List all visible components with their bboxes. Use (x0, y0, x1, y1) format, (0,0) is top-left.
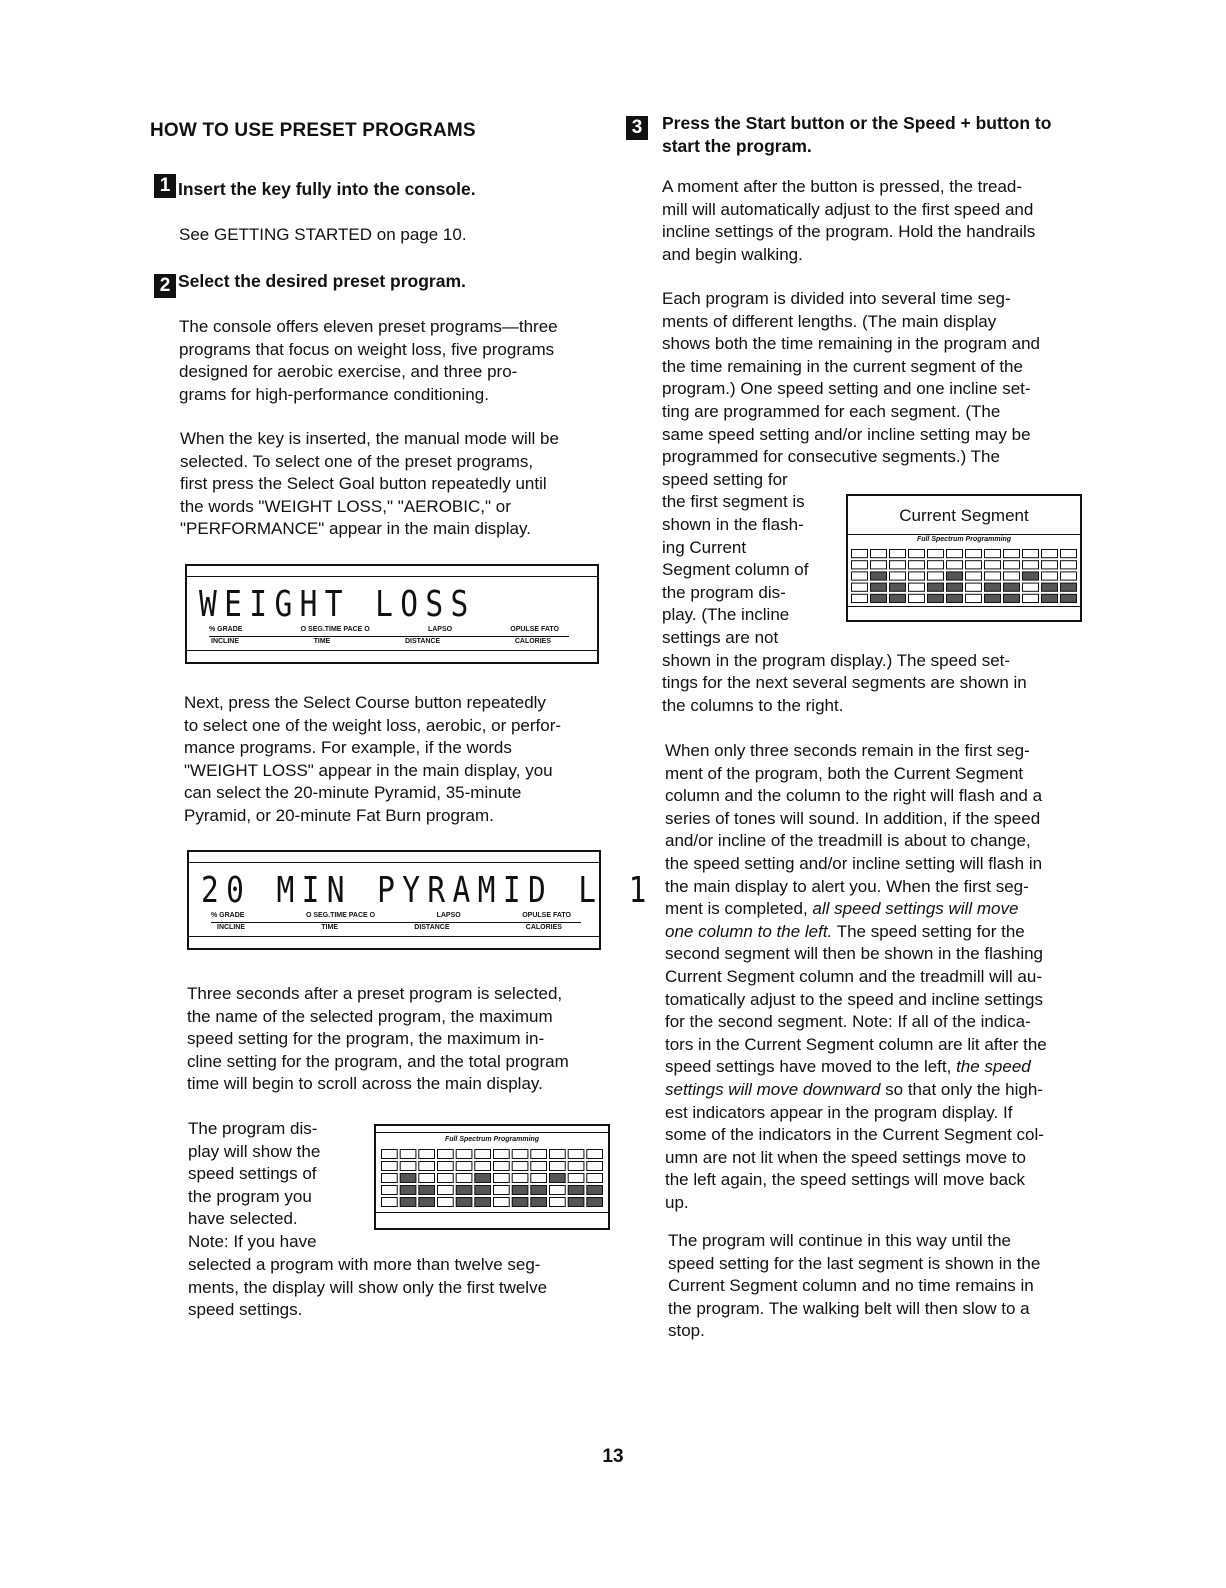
speed-indicator-segment (494, 1186, 510, 1195)
label: % GRADE (211, 912, 245, 919)
text-line: first press the Select Goal button repeatedly until (180, 474, 547, 494)
italic-run: settings will move downward (665, 1079, 881, 1099)
speed-indicator-segment (966, 561, 982, 569)
speed-indicator-segment (1042, 572, 1058, 580)
speed-indicator-segment (985, 561, 1001, 569)
text-line: selected. To select one of the preset programs, (180, 451, 534, 471)
speed-indicator-segment (1023, 561, 1039, 569)
speed-indicator-segment (494, 1174, 510, 1183)
text-line: play. (The incline (662, 605, 790, 625)
speed-indicator-segment (928, 583, 944, 591)
main-display-pyramid (187, 850, 654, 950)
step-2-paragraph-5-rest (188, 1254, 547, 1322)
text-line: When the key is inserted, the manual mode will be (180, 429, 559, 448)
speed-indicator-segment (1042, 550, 1058, 558)
speed-indicator-segment (1061, 550, 1077, 558)
text-line: shown in the flash- (662, 514, 804, 534)
speed-indicator-segment (512, 1150, 528, 1159)
text-line: the program. The walking belt will then slow to a (668, 1298, 1030, 1318)
text-line: second segment will then be shown in the flashing (665, 944, 1044, 964)
text-line: grams for high-performance conditioning. (179, 384, 489, 404)
text-line: and/or incline of the treadmill is about to change, (665, 831, 1031, 851)
display-text: WEIGHT LOSS (199, 584, 476, 625)
text-line: column and the column to the right will flash and a (665, 786, 1043, 806)
step-2-paragraph-1 (179, 316, 558, 406)
text-line: When only three seconds remain in the first seg- (665, 741, 1030, 760)
speed-indicator-segment (871, 550, 887, 558)
step-1-badge: 1 (154, 174, 176, 198)
text-line: to select one of the weight loss, aerobic, or perfor- (184, 715, 562, 735)
text-line: settings are not (662, 627, 779, 647)
label: DISTANCE (414, 924, 450, 931)
speed-indicator-segment (568, 1162, 584, 1171)
speed-indicator-segment (985, 550, 1001, 558)
speed-indicator-segment (1004, 594, 1020, 602)
speed-indicator-segment (568, 1186, 584, 1195)
step-2-paragraph-4 (187, 983, 569, 1096)
program-display-title: Full Spectrum Programming (916, 536, 1012, 543)
step-2-badge: 2 (154, 274, 176, 298)
text-line: est indicators appear in the program display. If (665, 1102, 1013, 1122)
step-3-paragraph-3 (665, 740, 1047, 1214)
speed-indicator-segment (512, 1162, 528, 1171)
speed-indicator-segment (928, 561, 944, 569)
speed-indicator-segment (512, 1186, 528, 1195)
label: DISTANCE (404, 638, 441, 645)
speed-indicator-segment (419, 1174, 435, 1183)
label: % GRADE (209, 626, 243, 633)
text-line: the program you (188, 1186, 312, 1206)
section-title: HOW TO USE PRESET PROGRAMS (150, 120, 476, 141)
text-line: "PERFORMANCE" appear in the main display. (180, 519, 531, 539)
text-line: for the second segment. Note: If all of the indica- (665, 1012, 1031, 1032)
text-line: have selected. (188, 1209, 298, 1229)
text-line (665, 1056, 1047, 1079)
speed-indicator-segment (909, 572, 925, 580)
text-line: mill will automatically adjust to the first speed and (662, 199, 1034, 219)
speed-indicator-segment (947, 550, 963, 558)
speed-indicator-segment (382, 1174, 398, 1183)
speed-indicator-segment (928, 572, 944, 580)
text-line: program.) One speed setting and one incline set- (662, 379, 1031, 399)
speed-indicator-segment (909, 583, 925, 591)
speed-indicator-segment (531, 1150, 547, 1159)
speed-indicator-segment (852, 561, 868, 569)
speed-indicator-segment (890, 561, 906, 569)
text-line: Segment column of (662, 560, 809, 580)
speed-indicator-segment (852, 594, 868, 602)
speed-indicator-segment (1061, 561, 1077, 569)
speed-indicator-segment (1004, 561, 1020, 569)
speed-indicator-segment (400, 1198, 416, 1207)
text-line: Next, press the Select Course button repeatedly (184, 693, 546, 712)
speed-indicator-segment (550, 1198, 566, 1207)
text-line: speed setting for (662, 469, 788, 489)
current-segment-display (846, 494, 1082, 622)
speed-grid-left (380, 1148, 604, 1208)
speed-indicator-segment (419, 1186, 435, 1195)
speed-indicator-segment (419, 1198, 435, 1207)
speed-indicator-segment (1004, 550, 1020, 558)
text-line: and begin walking. (662, 244, 803, 264)
text-line: series of tones will sound. In addition, if the speed (665, 808, 1041, 828)
label: LAPSO (436, 912, 461, 919)
label: TIME (321, 924, 338, 931)
speed-indicator-segment (909, 594, 925, 602)
text-line: incline settings of the program. Hold the handrails (662, 222, 1036, 242)
text-line: speed setting for the program, the maximum in- (187, 1029, 545, 1049)
text-line: speed settings of (188, 1164, 317, 1184)
speed-indicator-segment (512, 1198, 528, 1207)
speed-indicator-segment (531, 1198, 547, 1207)
text-line: selected a program with more than twelve seg- (188, 1255, 541, 1274)
text-line: speed settings. (188, 1300, 303, 1320)
page-number: 13 (602, 1446, 624, 1467)
speed-indicator-segment (1023, 550, 1039, 558)
text-line: The console offers eleven preset programs—three (179, 317, 558, 336)
speed-indicator-segment (494, 1198, 510, 1207)
text-line: stop. (668, 1321, 705, 1341)
text-run: so that only the high- (885, 1079, 1043, 1099)
text-line: the speed setting and/or incline setting will flash in (665, 853, 1043, 873)
step-3-badge: 3 (626, 116, 648, 140)
speed-indicator-segment (438, 1198, 454, 1207)
speed-indicator-segment (890, 594, 906, 602)
speed-indicator-segment (587, 1186, 603, 1195)
heading-line: Press the Start button or the Speed + button to (662, 113, 1052, 133)
display-labels-top (209, 626, 559, 633)
label: INCLINE (217, 924, 245, 931)
italic-run: the speed (956, 1057, 1031, 1077)
text-line: the time remaining in the current segment of the (662, 356, 1023, 376)
speed-indicator-segment (475, 1150, 491, 1159)
text-line: the main display to alert you. When the first seg- (665, 876, 1029, 896)
speed-indicator-segment (419, 1162, 435, 1171)
display-labels-bottom (217, 924, 562, 931)
speed-indicator-segment (890, 583, 906, 591)
text-line: The program dis- (188, 1119, 318, 1138)
text-line: ting are programmed for each segment. (The (662, 401, 1001, 421)
speed-indicator-segment (966, 594, 982, 602)
speed-indicator-segment (568, 1150, 584, 1159)
main-display-weight-loss (185, 564, 599, 664)
text-line: Pyramid, or 20-minute Fat Burn program. (184, 805, 494, 825)
text-line: ments of different lengths. (The main display (662, 311, 997, 331)
text-line: the words "WEIGHT LOSS," "AEROBIC," or (180, 496, 511, 516)
text-line (665, 898, 1047, 921)
speed-indicator-segment (456, 1186, 472, 1195)
speed-indicator-segment (456, 1162, 472, 1171)
speed-indicator-segment (382, 1150, 398, 1159)
step-3-heading (662, 112, 1051, 158)
text-line: up. (665, 1192, 689, 1212)
step-3-paragraph-1 (662, 176, 1035, 266)
text-line: same speed setting and/or incline setting may be (662, 424, 1031, 444)
speed-indicator-segment (871, 561, 887, 569)
label: CALORIES (525, 924, 562, 931)
text-line: ments, the display will show only the first twelve (188, 1277, 548, 1297)
speed-indicator-segment (382, 1198, 398, 1207)
speed-indicator-segment (382, 1162, 398, 1171)
label: CALORIES (514, 638, 551, 645)
speed-indicator-segment (438, 1150, 454, 1159)
text-line: The program will continue in this way until the (668, 1231, 1011, 1250)
speed-indicator-segment (966, 583, 982, 591)
display-labels-bottom (211, 638, 551, 645)
speed-indicator-segment (966, 550, 982, 558)
speed-indicator-segment (985, 594, 1001, 602)
text-line: the program dis- (662, 582, 786, 602)
speed-grid-right (850, 548, 1078, 604)
program-display-title: Full Spectrum Programming (444, 1136, 540, 1143)
speed-indicator-segment (947, 594, 963, 602)
display-labels-top (211, 912, 571, 919)
step-1-text: See GETTING STARTED on page 10. (179, 225, 467, 244)
speed-indicator-segment (1004, 583, 1020, 591)
text-line (665, 921, 1047, 944)
speed-indicator-segment (871, 594, 887, 602)
speed-indicator-segment (852, 583, 868, 591)
text-line: speed setting for the last segment is shown in the (668, 1253, 1041, 1273)
speed-indicator-segment (890, 572, 906, 580)
text-line: the name of the selected program, the maximum (187, 1006, 553, 1026)
speed-indicator-segment (400, 1150, 416, 1159)
speed-indicator-segment (1042, 583, 1058, 591)
speed-indicator-segment (1061, 572, 1077, 580)
speed-indicator-segment (1004, 572, 1020, 580)
current-segment-label: Current Segment (899, 506, 1029, 525)
speed-indicator-segment (871, 572, 887, 580)
text-line: programs that focus on weight loss, five programs (179, 339, 555, 359)
speed-indicator-segment (550, 1150, 566, 1159)
text-line: Current Segment column and no time remains in (668, 1276, 1034, 1296)
speed-indicator-segment (400, 1186, 416, 1195)
text-line (665, 1079, 1047, 1102)
speed-indicator-segment (531, 1186, 547, 1195)
text-line: shows both the time remaining in the program and (662, 334, 1040, 354)
step-1-heading: Insert the key fully into the console. (178, 179, 476, 199)
speed-indicator-segment (512, 1174, 528, 1183)
italic-run: all speed settings will move (812, 899, 1019, 919)
step-2-paragraph-2 (180, 428, 559, 541)
text-line: some of the indicators in the Current Segment col- (665, 1125, 1044, 1145)
text-line: shown in the program display.) The speed set- (662, 650, 1011, 670)
speed-indicator-segment (947, 572, 963, 580)
step-2-paragraph-5-wrap (188, 1118, 320, 1254)
speed-indicator-segment (568, 1174, 584, 1183)
speed-indicator-segment (494, 1150, 510, 1159)
text-line: designed for aerobic exercise, and three pro- (179, 362, 518, 382)
speed-indicator-segment (587, 1198, 603, 1207)
speed-indicator-segment (587, 1174, 603, 1183)
speed-indicator-segment (1042, 561, 1058, 569)
text-line: can select the 20-minute Pyramid, 35-minute (184, 783, 522, 803)
text-line: the columns to the right. (662, 695, 844, 715)
text-line: umn are not lit when the speed settings move to (665, 1147, 1026, 1167)
speed-indicator-segment (1023, 572, 1039, 580)
label: TIME (313, 638, 331, 645)
label: OPULSE FATO (522, 912, 571, 919)
text-line: "WEIGHT LOSS" appear in the main display, you (184, 760, 553, 780)
speed-indicator-segment (400, 1174, 416, 1183)
speed-indicator-segment (852, 572, 868, 580)
speed-indicator-segment (456, 1174, 472, 1183)
speed-indicator-segment (475, 1198, 491, 1207)
speed-indicator-segment (966, 572, 982, 580)
speed-indicator-segment (494, 1162, 510, 1171)
speed-indicator-segment (1023, 594, 1039, 602)
speed-indicator-segment (909, 550, 925, 558)
speed-indicator-segment (1061, 594, 1077, 602)
speed-indicator-segment (587, 1162, 603, 1171)
text-run: ment is completed, (665, 899, 808, 919)
text-line: Each program is divided into several time seg- (662, 289, 1011, 308)
speed-indicator-segment (456, 1150, 472, 1159)
speed-indicator-segment (550, 1162, 566, 1171)
text-line: Note: If you have (188, 1231, 317, 1251)
text-line: Three seconds after a preset program is selected, (187, 984, 563, 1003)
step-3-paragraph-4 (668, 1230, 1040, 1343)
speed-indicator-segment (1023, 583, 1039, 591)
speed-indicator-segment (550, 1174, 566, 1183)
step-2-heading: Select the desired preset program. (178, 271, 466, 291)
text-line: A moment after the button is pressed, the tread- (662, 177, 1023, 196)
heading-line: start the program. (662, 136, 812, 156)
label: OPULSE FATO (510, 626, 559, 633)
text-line: programmed for consecutive segments.) The (662, 447, 1000, 467)
text-line: mance programs. For example, if the words (184, 738, 512, 758)
speed-indicator-segment (475, 1174, 491, 1183)
display-text: 20 MIN PYRAMID L 1 (201, 870, 654, 911)
text-line: ing Current (662, 537, 747, 557)
speed-indicator-segment (587, 1150, 603, 1159)
program-display-left (374, 1124, 610, 1230)
speed-indicator-segment (1042, 594, 1058, 602)
speed-indicator-segment (400, 1162, 416, 1171)
speed-indicator-segment (531, 1174, 547, 1183)
speed-indicator-segment (438, 1162, 454, 1171)
speed-indicator-segment (985, 583, 1001, 591)
italic-run: one column to the left. (665, 921, 833, 941)
speed-indicator-segment (928, 594, 944, 602)
label: O SEG.TIME PACE O (305, 912, 376, 919)
step-2-paragraph-3 (184, 692, 561, 828)
text-line: tors in the Current Segment column are lit after the (665, 1034, 1047, 1054)
speed-indicator-segment (475, 1162, 491, 1171)
speed-indicator-segment (909, 561, 925, 569)
text-line: cline setting for the program, and the total program (187, 1051, 569, 1071)
label: LAPSO (427, 626, 453, 633)
text-line: ment of the program, both the Current Segment (665, 763, 1024, 783)
text-line: the first segment is (662, 492, 805, 512)
text-line: tomatically adjust to the speed and incline settings (665, 989, 1044, 1009)
speed-indicator-segment (531, 1162, 547, 1171)
speed-indicator-segment (947, 583, 963, 591)
speed-indicator-segment (475, 1186, 491, 1195)
text-line: time will begin to scroll across the main display. (187, 1074, 543, 1094)
speed-indicator-segment (438, 1174, 454, 1183)
label: O SEG.TIME PACE O (300, 626, 370, 633)
speed-indicator-segment (438, 1186, 454, 1195)
text-run: The speed setting for the (836, 921, 1025, 941)
text-line: play will show the (188, 1141, 321, 1161)
speed-indicator-segment (890, 550, 906, 558)
speed-indicator-segment (550, 1186, 566, 1195)
text-line: tings for the next several segments are shown in (662, 673, 1027, 693)
text-line: Current Segment column and the treadmill will au- (665, 966, 1043, 986)
text-run: speed settings have moved to the left, (665, 1057, 952, 1077)
speed-indicator-segment (456, 1198, 472, 1207)
speed-indicator-segment (852, 550, 868, 558)
speed-indicator-segment (1061, 583, 1077, 591)
speed-indicator-segment (382, 1186, 398, 1195)
speed-indicator-segment (985, 572, 1001, 580)
speed-indicator-segment (947, 561, 963, 569)
speed-indicator-segment (419, 1150, 435, 1159)
text-line: the left again, the speed settings will move back (665, 1170, 1026, 1190)
speed-indicator-segment (568, 1198, 584, 1207)
speed-indicator-segment (871, 583, 887, 591)
speed-indicator-segment (928, 550, 944, 558)
label: INCLINE (211, 638, 239, 645)
